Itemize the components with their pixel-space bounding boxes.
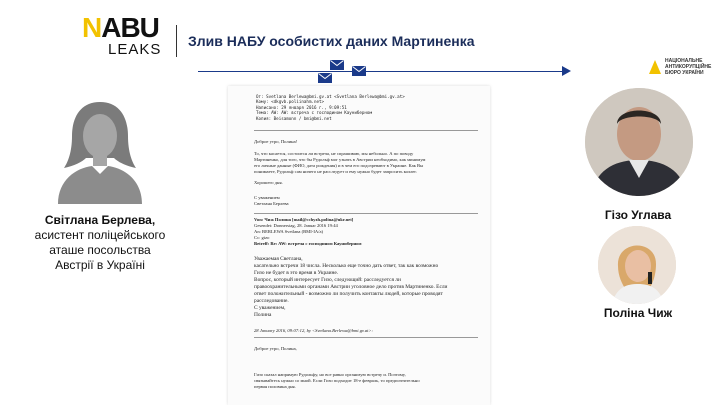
email-fwd-line: Gesendet: Donnerstag, 28. Januar 2016 19:44 xyxy=(254,223,338,229)
person-left-role: асистент поліцейського xyxy=(34,228,166,242)
email-text-line: Гизо сказал напрямую Рудольфу, но все равно организую встречу и. Поэтому, xyxy=(254,372,406,378)
email-text-line: Полина xyxy=(254,312,272,319)
email-text-line: первая половина дня. xyxy=(254,384,296,390)
email-text-line: С уважением xyxy=(254,195,280,201)
email-header-line: Кому: <dkgvb.poliinahm.net> xyxy=(256,99,325,105)
email-text-line: правоохранительными органами Австрии уголовное дело против Мартиненко. Если xyxy=(254,284,448,291)
email-text-line: Уважаемая Светлана, xyxy=(254,256,303,263)
flow-arrow-line xyxy=(198,71,568,72)
email-text-line: Мартиненко, для того, что бы Рудольф мог узнать в Австрии необходимо, как минимум xyxy=(254,157,426,163)
email-fwd-line: Cc: gizo xyxy=(254,235,270,241)
email-fwd-line: Betreff: Re: AW: встреча с господином Кауниберном xyxy=(254,241,362,247)
email-fwd-line: An: BERLEWA Svetlana (BMI-IA/a) xyxy=(254,229,324,235)
person-right-1-name: Гізо Углава xyxy=(604,208,672,222)
email-text-line: Гизо не будет в это время в Украине. xyxy=(254,270,339,277)
person-left-name: Світлана Берлева, xyxy=(44,213,156,227)
envelope-icon xyxy=(352,66,366,76)
page-title: Злив НАБУ особистих даних Мартиненка xyxy=(188,33,475,49)
email-text-line: Светлана Берлева xyxy=(254,201,289,207)
email-text-line: Доброе утро, Полина! xyxy=(254,139,298,145)
nabu-bureau-logo xyxy=(645,56,712,84)
person-silhouette-icon xyxy=(50,100,150,204)
envelope-icon xyxy=(330,60,344,70)
email-text-line: расследование. xyxy=(254,298,289,305)
email-text-line: его личные данные (ФИО, дата рождения) и в чем его подозревают в Украине. Как Вы xyxy=(254,163,424,169)
person-right-2-name: Поліна Чиж xyxy=(603,306,673,320)
email-text-line: Доброе утро, Полина, xyxy=(254,346,297,352)
leaked-email-document xyxy=(228,86,490,405)
email-text-line: понимаете, Рудольф сам ничего не расследует и ему нужно будет запросить коллег. xyxy=(254,169,417,175)
logo-abu: ABU xyxy=(101,12,159,43)
email-text-line: связывайтесь нужно со мной. Если Гизо подходит 18-е февраль, то предпочтительно xyxy=(254,378,420,384)
email-header-line: Копия: Beisamonn / bmi@bmi.net xyxy=(256,115,332,121)
logo-n-letter: N xyxy=(82,12,102,43)
flow-arrow-head xyxy=(562,66,571,76)
email-header-line: Написано: 29 января 2016 г., 9:09:51 xyxy=(256,104,347,110)
header-divider xyxy=(176,25,177,57)
portrait-woman-icon xyxy=(598,226,676,304)
email-text-line: касательно встречи 18 числа. Несколько еще точно дать ответ, так как возможно xyxy=(254,263,439,270)
email-fwd-line: Von: Чиж Полина [mail@cchyzh.polina@ukr.net] xyxy=(254,217,354,223)
nabu-triangle-icon xyxy=(649,60,661,74)
email-text-line: То, что касается, состоится ли встреча, не спрашиваю, мы небольно. А по поводу xyxy=(254,151,414,157)
email-text-line: С уважением, xyxy=(254,305,286,312)
email-header-line: От: Svetlana Berlewa@bmi.gv.at <Svetlana Berlewa@bmi.gv.at> xyxy=(256,94,405,99)
logo-bottom-text: LEAKS xyxy=(108,41,162,58)
envelope-icon xyxy=(318,73,332,83)
email-text-line: Вопрос, который интересует Гизо, следующий: расследуется ли xyxy=(254,277,401,284)
email-separator xyxy=(254,130,478,131)
person-left-role: Австрії в Україні xyxy=(55,258,145,272)
email-separator xyxy=(254,337,478,338)
photo-polina-chyzh xyxy=(598,226,676,304)
email-quote-line: 28 January 2016, 09:07:12, by <Svetlana.Berlewa@bmi.gv.at>: xyxy=(254,328,374,334)
person-left-role: аташе посольства xyxy=(49,243,151,257)
person-left-caption xyxy=(10,213,190,273)
email-text-line: Хорошего дня. xyxy=(254,180,283,186)
email-text-line: ответ положительный - возможно ли получить контакты людей, которые проводят xyxy=(254,291,443,298)
portrait-man-icon xyxy=(585,88,693,196)
email-header-line: Тема: AW: AW: встреча с господином Кауниберном xyxy=(256,110,372,116)
nabu-leaks-logo xyxy=(82,14,182,60)
nabu-bureau-text: НАЦІОНАЛЬНЕ АНТИКОРУПЦІЙНЕ БЮРО УКРАЇНИ xyxy=(665,58,712,76)
photo-gizo-uglava xyxy=(585,88,693,196)
email-separator xyxy=(254,213,478,214)
